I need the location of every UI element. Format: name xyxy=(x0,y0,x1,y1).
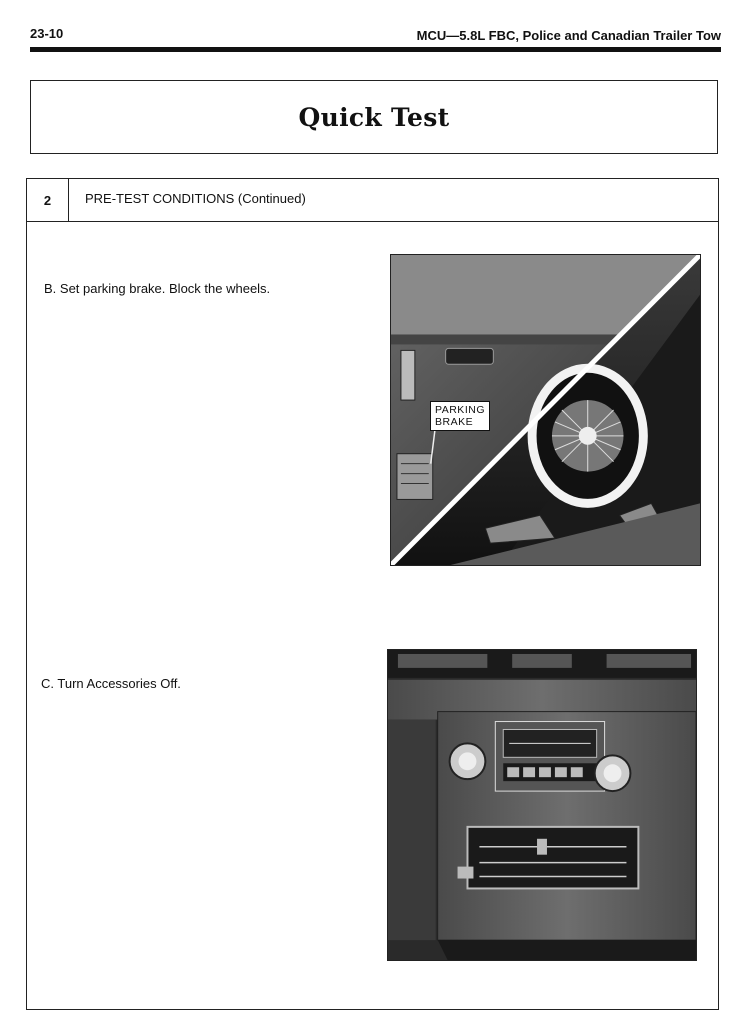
instruction-c: C. Turn Accessories Off. xyxy=(41,676,181,691)
procedure-box xyxy=(26,178,719,1010)
page-number: 23-10 xyxy=(30,26,64,41)
step-header-row xyxy=(27,179,718,222)
parking-brake-label: PARKING BRAKE xyxy=(430,401,490,431)
accessories-photo xyxy=(387,649,697,961)
step-title: PRE-TEST CONDITIONS (Continued) xyxy=(85,191,306,206)
page-title: Quick Test xyxy=(298,102,450,132)
parking-brake-photo xyxy=(390,254,701,566)
section-title: MCU—5.8L FBC, Police and Canadian Trailer Tow xyxy=(416,28,721,43)
step-number: 2 xyxy=(27,179,69,221)
instruction-b: B. Set parking brake. Block the wheels. xyxy=(44,281,271,296)
title-box xyxy=(30,80,718,154)
header-rule xyxy=(30,47,721,52)
radio-dashboard-illustration xyxy=(388,650,696,960)
